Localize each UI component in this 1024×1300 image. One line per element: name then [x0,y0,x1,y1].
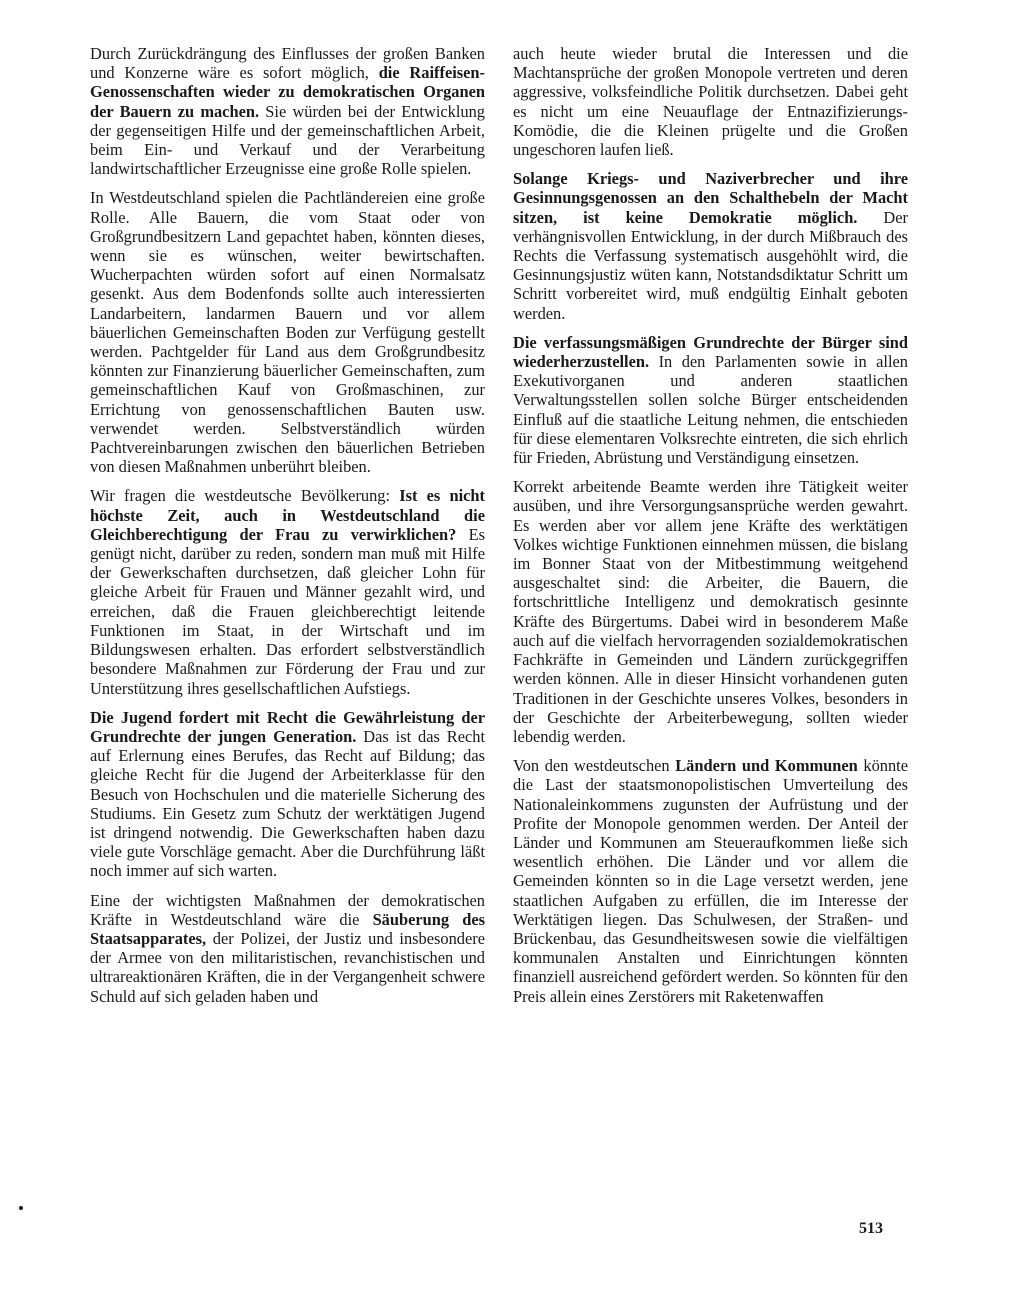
left-column [90,44,485,1016]
bold-emphasis: Solange Kriegs- und Naziverbrecher und ihre Gesinnungsgenossen an den Schalthebeln der Macht sitzen, ist keine Demokratie möglich. [513,169,908,227]
bold-emphasis: Säuberung des Staatsapparates, [90,909,485,948]
paragraph-grundrechte [513,333,908,467]
paragraph-pachtlaendereien [90,188,485,476]
paragraph-text: könnte die Last der staatsmonopolistischen Umverteilung des Nationaleinkommens zugunsten der Aufrüstung und der Profite der Monopole genommen werden. Der Anteil der Länder und Kommunen am Steueraufkommen ließe sich wesentlich erhöhen. Die Länder und vor allem die Gemeinden könnten so in die Lage versetzt werden, jene staatlichen Aufgaben zu erfüllen, die im Interesse der Werktätigen liegen. Das Schulwesen, der Straßen- und Brückenbau, das Gesundheitswesen sowie die vielfältigen kommunalen Anstalten und Einrichtungen könnten finanziell ausreichend gefördert werden. So könnten für den Preis allein eines Zerstörers mit Raketenwaffen [513,756,908,1006]
paragraph-gleichberechtigung [90,486,485,697]
paragraph-laender-kommunen [513,756,908,1006]
bold-emphasis: Ländern und Kommunen [675,756,858,776]
paragraph-text: auch heute wieder brutal die Interessen und die Machtansprüche der großen Monopole vertreten und deren aggressive, volksfeindliche Politik durchsetzen. Dabei geht es nicht um eine Neuauflage der Entnazifizierungs-Komödie, die die Kleinen prügelte und die Großen ungeschoren laufen ließ. [513,44,908,160]
paragraph-monopole [513,44,908,159]
margin-dot [19,1206,23,1210]
paragraph-text: Sie würden bei der Entwicklung der gegenseitigen Hilfe und der gemeinschaftlichen Arbeit, beim Ein- und Verkauf und der Verarbeitung landwirtschaftlicher Erzeugnisse eine große Rolle spielen. [90,101,485,179]
paragraph-text: In den Parlamenten sowie in allen Exekutivorganen und anderen staatlichen Verwaltungsstellen sollen solche Bürger entscheidenden Einfluß auf die staatliche Leitung nehmen, die entschieden für diese elementaren Volksrechte eintreten, die sich ehrlich für Frieden, Abrüstung und Verständigung einsetzen. [513,352,908,468]
paragraph-text: Eine der wichtigsten Maßnahmen der demokratischen Kräfte in Westdeutschland wäre die [90,890,485,929]
paragraph-text: Wir fragen die westdeutsche Bevölkerung: [90,486,400,506]
paragraph-jugend [90,708,485,881]
paragraph-text: In Westdeutschland spielen die Pachtländereien eine große Rolle. Alle Bauern, die vom Staat oder von Großgrundbesitzern Land gepachtet haben, könnten dieses, wenn sie es wünschen, weiter bewirtschaften. Wucherpachten würden sofort auf einen Normalsatz gesenkt. Aus dem Bodenfonds sollte auch interessierten Landarbeitern, landarmen Bauern und vor allem bäuerlichen Gemeinschaften Boden zur Verfügung gestellt werden. Pachtgelder für Land aus dem Großgrundbesitz könnten zur Finanzierung bäuerlicher Gemeinschaften, zum gemeinschaftlichen Kauf von Großmaschinen, zur Errichtung von genossenschaftlichen Bauten usw. verwendet werden. Selbstverständlich würden Pachtvereinbarungen zwischen den bäuerlichen Betrieben von diesen Maßnahmen unberührt bleiben. [90,188,485,477]
paragraph-beamte [513,477,908,746]
bold-emphasis: Die Jugend fordert mit Recht die Gewährleistung der Grundrechte der jungen Generation. [90,707,485,746]
bold-emphasis: Ist es nicht höchste Zeit, auch in Westdeutschland die Gleichberechtigung der Frau zu verwirklichen? [90,486,485,544]
bold-emphasis: die Raiffeisen-Genossenschaften wieder zu demokratischen Organen der Bauern zu machen. [90,63,485,121]
paragraph-text: Es genügt nicht, darüber zu reden, sondern man muß mit Hilfe der Gewerkschaften durchsetzen, daß gleicher Lohn für gleiche Arbeit für Frauen und Männer gezahlt wird, und erreichen, daß die Frauen gleichberechtigt leitende Funktionen im Staat, in der Wirtschaft und im Bildungswesen erhalten. Das erfordert selbstverständlich besondere Maßnahmen zur Förderung der Frau und zur Unterstützung ihres gesellschaftlichen Aufstiegs. [90,524,485,698]
page-number: 513 [859,1220,883,1237]
paragraph-naziverbrecher [513,169,908,323]
paragraph-text: Der verhängnisvollen Entwicklung, in der durch Mißbrauch des Rechts die Verfassung systematisch ausgehöhlt wird, die Gesinnungsjustiz wüten kann, Notstandsdiktatur Schritt um Schritt vorbereitet wird, muß endgültig Einhalt geboten werden. [513,207,909,323]
paragraph-staatsapparat [90,891,485,1006]
bold-emphasis: Die verfassungsmäßigen Grundrechte der Bürger sind wiederherzustellen. [513,332,908,372]
right-column [513,44,908,1016]
paragraph-raiffeisen [90,44,485,178]
paragraph-text: Von den westdeutschen [513,756,676,776]
paragraph-text: Durch Zurückdrängung des Einflusses der großen Banken und Konzerne wäre es sofort möglich, [90,44,485,83]
paragraph-text: der Polizei, der Justiz und insbesondere der Armee von den militaristischen, revanchistischen und ultrareaktionären Kräften, die in der Vergangenheit schwere Schuld auf sich geladen haben und [90,928,485,1006]
paragraph-text: Korrekt arbeitende Beamte werden ihre Tätigkeit weiter ausüben, und ihre Versorgungsansprüche werden gewahrt. Es werden aber vor allem jene Kräfte des werktätigen Volkes wichtige Funktionen einnehmen müssen, die bislang im Bonner Staat von der Mitbestimmung weitgehend ausgeschaltet sind: die Arbeiter, die Bauern, die fortschrittliche Intelligenz und demokratisch gesinnte Kräfte des Bürgertums. Dabei wird in besonderem Maße auch auf die vielfach hervorragenden sozialdemokratischen Fachkräfte in Gemeinden und Ländern zurückgegriffen werden können. Alle in dieser Hinsicht vorhandenen guten Traditionen in der Geschichte unseres Volkes, besonders in der Geschichte der Arbeiterbewegung, sollten wieder lebendig werden. [513,477,908,746]
paragraph-text: Das ist das Recht auf Erlernung eines Berufes, das Recht auf Bildung; das gleiche Recht für die Jugend der Arbeiterklasse für den Besuch von Hochschulen und die materielle Sicherung des Studiums. Ein Gesetz zum Schutz der werktätigen Jugend ist dringend notwendig. Die Gewerkschaften haben dazu viele gute Vorschläge gemacht. Aber die Durchführung läßt noch immer auf sich warten. [90,726,485,881]
